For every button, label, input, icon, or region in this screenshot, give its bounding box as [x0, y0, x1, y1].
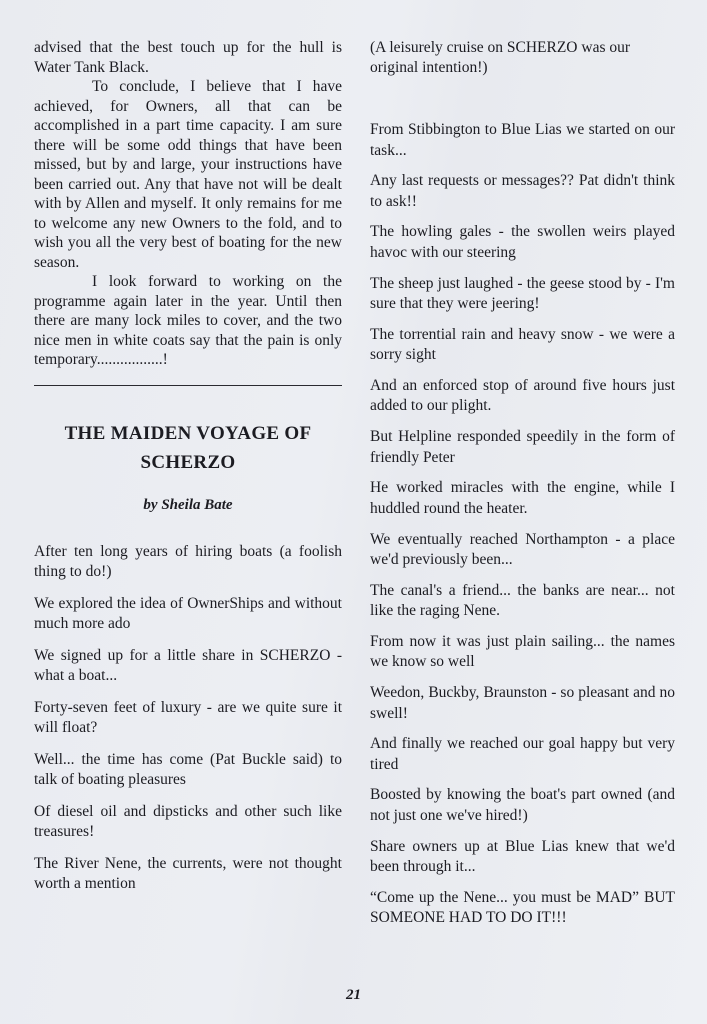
intro-paragraph: advised that the best touch up for the hull is Water Tank Black. [34, 39, 342, 76]
poem-verse: The sheep just laughed - the geese stood by - I'm sure that they were jeering! [370, 274, 675, 313]
poem-verse: But Helpline responded speedily in the form of friendly Peter [370, 428, 675, 466]
article-byline: by Sheila Bate [143, 496, 233, 513]
poem-verse: We eventually reached Northampton - a place we'd previously been... [370, 530, 675, 568]
intro-paragraph: I look forward to working on the programme again later in the year. Until then there are many lock miles to cover, and the two nice men in white coats say that the pain is only temporary.................! [34, 273, 342, 368]
poem-verse: And finally we reached our goal happy but very tired [370, 735, 675, 773]
intro-paragraph: To conclude, I believe that I have achieved, for Owners, all that can be accomplished in a part time capacity. I am sure there will be some odd things that have been missed, but by and large, your instructions have been carried out. Any that have not will be dealt with by Allen and myself. It only remains for me to welcome any new Owners to the fold, and to wish you all the very best of boating for the new season. [34, 78, 342, 271]
poem-verse: “Come up the Nene... you must be MAD” BUT SOMEONE HAD TO DO IT!!! [370, 888, 675, 927]
section-divider [34, 385, 342, 386]
poem-verse: The canal's a friend... the banks are near... not like the raging Nene. [370, 581, 675, 620]
poem-verse: And an enforced stop of around five hours just added to our plight. [370, 376, 675, 415]
left-column [34, 38, 342, 906]
poem-verse: Boosted by knowing the boat's part owned (and not just one we've hired!) [370, 786, 675, 824]
poem-verse: We signed up for a little share in SCHERZO - what a boat... [34, 646, 342, 684]
poem-verse: He worked miracles with the engine, while I huddled round the heater. [370, 479, 675, 517]
poem-verse: Share owners up at Blue Lias knew that we'd been through it... [370, 837, 675, 876]
poem-verse: After ten long years of hiring boats (a foolish thing to do!) [34, 542, 342, 580]
poem-verse: Forty-seven feet of luxury - are we quite sure it will float? [34, 698, 342, 736]
page-number: 21 [346, 987, 361, 1003]
poem-verse: The torrential rain and heavy snow - we were a sorry sight [370, 325, 675, 364]
right-column [370, 38, 675, 939]
article-title: THE MAIDEN VOYAGE OF SCHERZO [64, 422, 312, 473]
poem-continuation [370, 38, 675, 78]
poem-verse: (A leisurely cruise on SCHERZO was our original intention!) [370, 39, 631, 76]
poem-verse: Of diesel oil and dipsticks and other such like treasures! [34, 802, 342, 840]
poem-verse: From Stibbington to Blue Lias we started on our task... [370, 121, 675, 159]
poem-verse: The howling gales - the swollen weirs played havoc with our steering [370, 223, 675, 261]
poem-verses-right [370, 120, 675, 929]
poem-verses-left [34, 542, 342, 894]
poem-verse: The River Nene, the currents, were not thought worth a mention [34, 854, 342, 892]
poem-verse: Any last requests or messages?? Pat didn't think to ask!! [370, 172, 675, 210]
poem-verse: Well... the time has come (Pat Buckle said) to talk of boating pleasures [34, 750, 342, 788]
poem-verse: From now it was just plain sailing... the names we know so well [370, 632, 675, 671]
poem-verse: Weedon, Buckby, Braunston - so pleasant and no swell! [370, 684, 675, 722]
poem-verse: We explored the idea of OwnerShips and without much more ado [34, 594, 342, 632]
